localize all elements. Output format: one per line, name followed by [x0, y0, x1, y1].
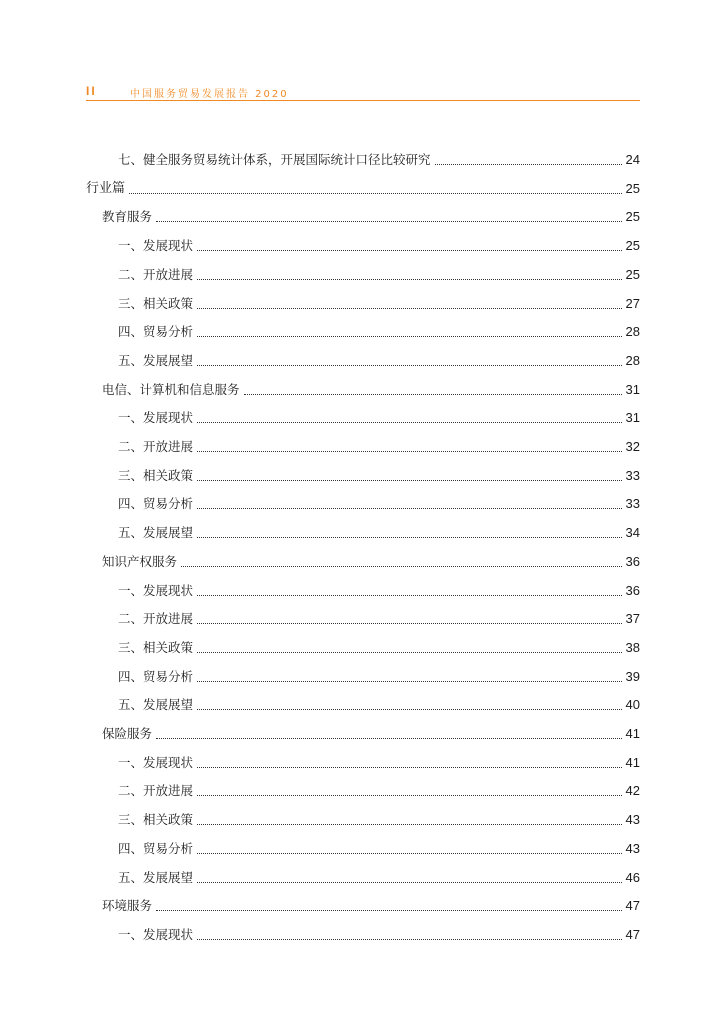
- toc-entry-label: 二、开放进展: [118, 439, 194, 454]
- toc-entry-page: 33: [625, 467, 640, 483]
- toc-entry[interactable]: [118, 837, 640, 857]
- toc-entry[interactable]: [118, 808, 640, 828]
- toc-entry[interactable]: [118, 148, 640, 168]
- dot-leader: [156, 220, 622, 222]
- toc-entry-label: 四、贸易分析: [118, 668, 194, 684]
- toc-entry[interactable]: [86, 177, 640, 197]
- dot-leader: [197, 536, 622, 538]
- toc-entry-page: 37: [625, 611, 640, 627]
- toc-entry[interactable]: [118, 751, 640, 771]
- toc-entry[interactable]: [118, 435, 640, 455]
- toc-entry-page: 43: [625, 812, 640, 828]
- toc-entry[interactable]: [102, 722, 640, 742]
- dot-leader: [197, 278, 622, 280]
- page-header: [86, 84, 640, 102]
- report-title: 中国服务贸易发展报告 2020: [130, 89, 289, 100]
- toc-entry-page: 47: [625, 926, 640, 942]
- toc-entry[interactable]: [118, 923, 640, 943]
- toc-entry-page: 34: [625, 525, 640, 541]
- dot-leader: [197, 622, 622, 624]
- dot-leader: [156, 909, 622, 911]
- toc-entry[interactable]: [102, 894, 640, 914]
- toc-entry[interactable]: [118, 320, 640, 340]
- toc-entry-page: 31: [625, 381, 640, 397]
- toc-entry-label: 三、相关政策: [118, 467, 194, 483]
- toc-entry-page: 40: [625, 697, 640, 713]
- toc-entry[interactable]: [118, 779, 640, 799]
- toc-entry-label: 三、相关政策: [118, 639, 194, 655]
- toc-entry-label: 二、开放进展: [118, 783, 194, 799]
- toc-entry[interactable]: [118, 579, 640, 599]
- dot-leader: [197, 594, 622, 596]
- toc-entry-label: 行业篇: [86, 180, 126, 196]
- toc-entry[interactable]: [118, 464, 640, 484]
- toc-entry-page: 25: [625, 209, 640, 225]
- toc-entry-label: 知识产权服务: [102, 553, 178, 569]
- toc-entry-label: 一、发展现状: [118, 410, 194, 426]
- toc-entry[interactable]: [118, 406, 640, 426]
- toc-entry-label: 五、发展展望: [118, 352, 194, 368]
- dot-leader: [197, 307, 622, 309]
- toc-entry-label: 二、开放进展: [118, 611, 194, 627]
- toc-entry[interactable]: [102, 205, 640, 225]
- dot-leader: [197, 651, 622, 653]
- toc-entry-label: 四、贸易分析: [118, 840, 194, 856]
- toc-entry-page: 38: [625, 639, 640, 655]
- dot-leader: [197, 938, 622, 940]
- toc-entry-page: 25: [625, 238, 640, 254]
- toc-entry-label: 五、发展展望: [118, 697, 194, 713]
- toc-entry[interactable]: [118, 866, 640, 886]
- dot-leader: [197, 852, 622, 854]
- toc-entry-label: 电信、计算机和信息服务: [102, 381, 240, 397]
- toc-entry[interactable]: [118, 521, 640, 541]
- dot-leader: [197, 766, 622, 768]
- toc-entry-page: 24: [625, 152, 640, 167]
- toc-entry-page: 46: [625, 869, 640, 885]
- dot-leader: [197, 680, 622, 682]
- dot-leader: [197, 335, 622, 337]
- toc-entry[interactable]: [118, 349, 640, 369]
- toc-entry[interactable]: [118, 636, 640, 656]
- toc-entry-page: 27: [625, 295, 640, 311]
- toc-entry[interactable]: [118, 693, 640, 713]
- toc-entry-page: 31: [625, 410, 640, 426]
- toc-entry-label: 四、贸易分析: [118, 324, 194, 340]
- dot-leader: [197, 794, 622, 796]
- toc-entry[interactable]: [118, 665, 640, 685]
- toc-entry[interactable]: [118, 292, 640, 312]
- toc-entry-page: 43: [625, 840, 640, 856]
- toc-entry-label: 五、发展展望: [118, 869, 194, 885]
- dot-leader: [129, 192, 622, 194]
- toc-entry[interactable]: [102, 550, 640, 570]
- dot-leader: [197, 364, 622, 366]
- toc-entry-label: 一、发展现状: [118, 582, 194, 598]
- toc-entry-label: 七、健全服务贸易统计体系，开展国际统计口径比较研究: [118, 152, 431, 167]
- toc-entry-page: 39: [625, 668, 640, 684]
- toc-entry-label: 一、发展现状: [118, 754, 194, 770]
- dot-leader: [197, 421, 622, 423]
- toc-entry-page: 41: [625, 754, 640, 770]
- toc-entry-page: 28: [625, 352, 640, 368]
- toc-entry-label: 三、相关政策: [118, 295, 194, 311]
- dot-leader: [435, 163, 622, 165]
- toc-entry-label: 教育服务: [102, 209, 153, 225]
- toc-entry-page: 32: [625, 439, 640, 454]
- toc-entry-label: 二、开放进展: [118, 266, 194, 282]
- toc-entry-page: 25: [625, 266, 640, 282]
- toc-entry-page: 28: [625, 324, 640, 340]
- dot-leader: [197, 881, 622, 883]
- toc-entry-page: 36: [625, 553, 640, 569]
- dot-leader: [181, 565, 622, 567]
- toc-entry-label: 环境服务: [102, 898, 153, 914]
- header-rule: [86, 100, 640, 101]
- dot-leader: [197, 450, 622, 452]
- toc-entry[interactable]: [118, 492, 640, 512]
- toc-entry[interactable]: [118, 607, 640, 627]
- dot-leader: [197, 249, 622, 251]
- toc-entry-page: 41: [625, 726, 640, 741]
- toc-entry-label: 保险服务: [102, 726, 153, 741]
- dot-leader: [197, 823, 622, 825]
- dot-leader: [197, 507, 622, 509]
- page-number: II: [86, 84, 97, 98]
- toc-entry[interactable]: [118, 263, 640, 283]
- dot-leader: [156, 737, 622, 739]
- toc-entry-label: 一、发展现状: [118, 238, 194, 254]
- dot-leader: [244, 393, 622, 395]
- toc-entry-label: 一、发展现状: [118, 926, 194, 942]
- dot-leader: [197, 708, 622, 710]
- toc-entry-page: 47: [625, 898, 640, 914]
- dot-leader: [197, 479, 622, 481]
- toc-entry-page: 36: [625, 582, 640, 598]
- toc-entry-page: 25: [625, 180, 640, 196]
- toc-entry-label: 三、相关政策: [118, 812, 194, 828]
- toc-entry-page: 42: [625, 783, 640, 799]
- toc-entry[interactable]: [118, 234, 640, 254]
- toc-entry-label: 五、发展展望: [118, 525, 194, 541]
- toc-entry-page: 33: [625, 496, 640, 512]
- toc-entry-label: 四、贸易分析: [118, 496, 194, 512]
- toc-entry[interactable]: [102, 378, 640, 398]
